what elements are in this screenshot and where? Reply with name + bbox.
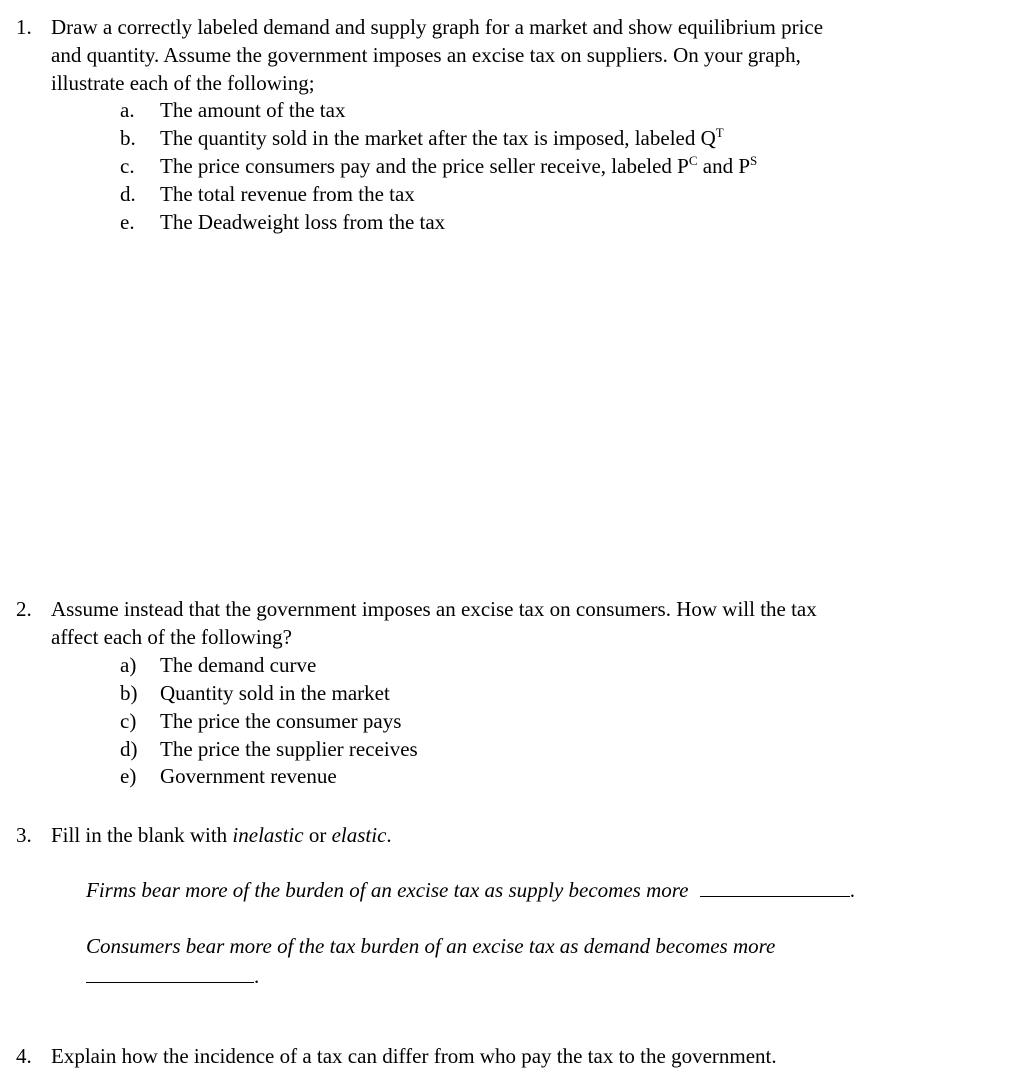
q3-sentence-2: Consumers bear more of the tax burden of an excise tax as demand becomes more <box>86 934 776 958</box>
q3-blank-line-2: . <box>86 962 259 990</box>
question-4 <box>16 1042 976 1070</box>
q1-item-d: d. The total revenue from the tax <box>120 182 415 206</box>
question-2 <box>16 595 976 651</box>
q3-sentence-1: Firms bear more of the burden of an excise tax as supply becomes more . <box>86 878 855 902</box>
question-2-line-1: Assume instead that the government imposes an excise tax on consumers. How will the tax <box>51 597 817 621</box>
q2-item-d: d) The price the supplier receives <box>120 737 418 761</box>
q2-item-e: e) Government revenue <box>120 764 337 788</box>
question-1-line-1: Draw a correctly labeled demand and supply graph for a market and show equilibrium price <box>51 15 824 39</box>
q2-item-a: a) The demand curve <box>120 653 317 677</box>
question-1-number: 1. <box>16 15 32 39</box>
question-1-text <box>51 13 976 97</box>
question-3-prompt: Fill in the blank with inelastic or elastic. <box>51 823 392 847</box>
question-1-line-3: illustrate each of the following; <box>51 71 315 95</box>
question-1-line-2: and quantity. Assume the government imposes an excise tax on suppliers. On your graph, <box>51 43 801 67</box>
word-elastic: elastic <box>331 823 387 847</box>
question-1 <box>16 13 976 97</box>
question-2-line-2: affect each of the following? <box>51 625 292 649</box>
word-inelastic: inelastic <box>232 823 304 847</box>
question-2-text <box>51 595 976 651</box>
question-3-number: 3. <box>16 823 32 847</box>
answer-blank-2[interactable] <box>86 962 254 983</box>
question-4-number: 4. <box>16 1044 32 1068</box>
q1-item-c: c. The price consumers pay and the price seller receive, labeled $P^C$ and $P^S$ <box>120 153 758 178</box>
q1-item-a: a. The amount of the tax <box>120 98 346 122</box>
question-3 <box>16 821 976 849</box>
q1-item-b: b. The quantity sold in the market after the tax is imposed, labeled $Q^T$ <box>120 125 724 150</box>
question-4-text: Explain how the incidence of a tax can differ from who pay the tax to the government. <box>51 1044 777 1068</box>
answer-blank-1[interactable] <box>700 876 850 897</box>
question-2-number: 2. <box>16 597 32 621</box>
q2-item-c: c) The price the consumer pays <box>120 709 402 733</box>
q2-item-b: b) Quantity sold in the market <box>120 681 390 705</box>
q1-item-e: e. The Deadweight loss from the tax <box>120 210 446 234</box>
